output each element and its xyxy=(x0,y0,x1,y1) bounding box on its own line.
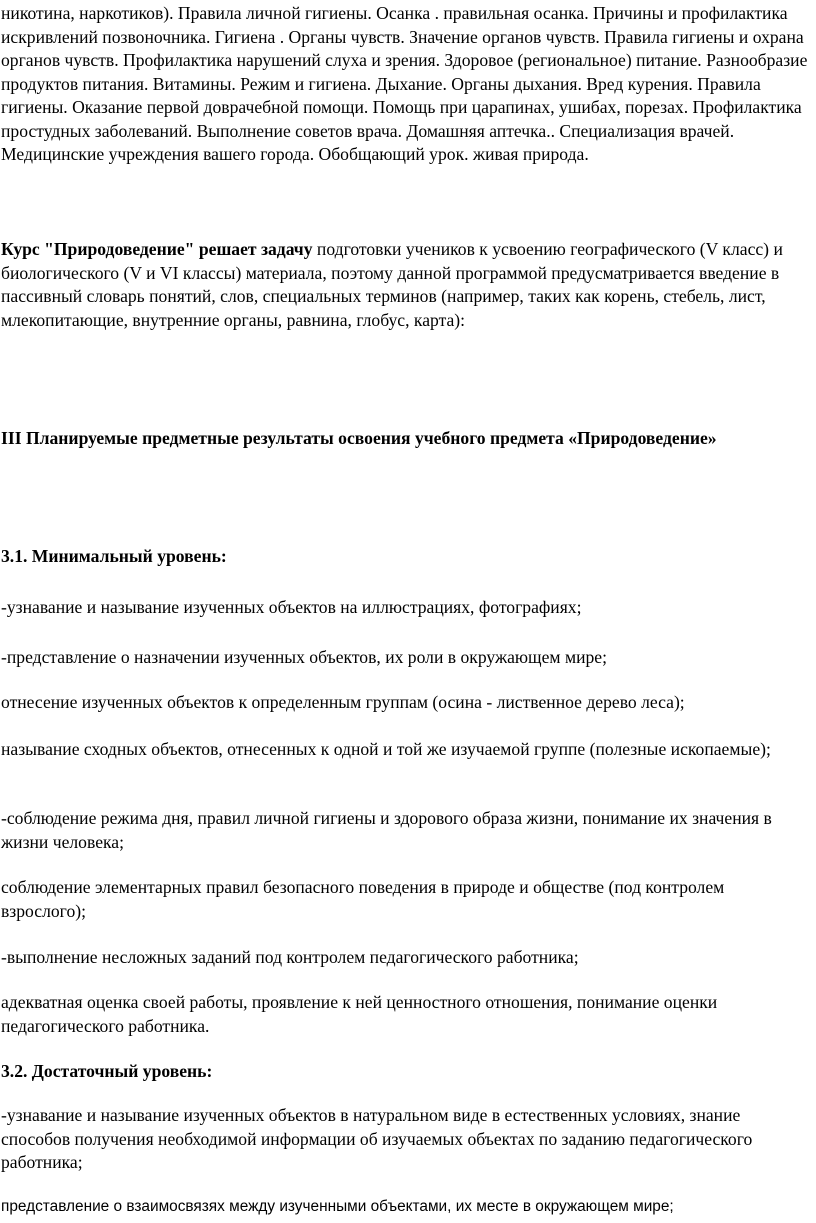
min-level-item: -узнавание и называние изученных объектов на иллюстрациях, фотографиях; xyxy=(1,597,582,617)
min-level-item: соблюдение элементарных правил безопасного поведения в природе и обществе (под контролем взрослого); xyxy=(1,877,725,921)
min-level-item: -выполнение несложных заданий под контролем педагогического работника; xyxy=(1,947,579,967)
min-level-item: адекватная оценка своей работы, проявление к ней ценностного отношения, понимание оценки педагогического работника. xyxy=(1,992,718,1036)
course-paragraph xyxy=(1,238,813,332)
min-level-item: -представление о назначении изученных объектов, их роли в окружающем мире; xyxy=(1,647,607,667)
min-level-title: 3.1. Минимальный уровень: xyxy=(1,546,227,566)
suff-level-item: представление о взаимосвязях между изученными объектами, их месте в окружающем мире; xyxy=(1,1198,674,1215)
intro-paragraph: никотина, наркотиков). Правила личной гигиены. Осанка . правильная осанка. Причины и профилактика искривлений позвоночника. Гигиена . Органы чувств. Значение органов чувств. Правила гигиены и охрана органов чувств. Профилактика нарушений слуха и зрения. Здоровое (региональное) питание. Разнообразие продуктов питания. Витамины. Режим и гигиена. Дыхание. Органы дыхания. Вред курения. Правила гигиены. Оказание первой доврачебной помощи. Помощь при царапинах, ушибах, порезах. Профилактика простудных заболеваний. Выполнение советов врача. Домашняя аптечка.. Специализация врачей. Медицинские учреждения вашего города. Обобщающий урок. живая природа. xyxy=(1,3,808,164)
suff-level-title: 3.2. Достаточный уровень: xyxy=(1,1061,213,1081)
min-level-item: называние сходных объектов, отнесенных к одной и той же изучаемой группе (полезные ископаемые); xyxy=(1,739,771,759)
suff-level-item: -узнавание и называние изученных объектов в натуральном виде в естественных условиях, знание способов получения необходимой информации об изучаемых объектах по заданию педагогического работника; xyxy=(1,1105,753,1172)
min-level-item: отнесение изученных объектов к определенным группам (осина - лиственное дерево леса); xyxy=(1,692,685,712)
course-paragraph-text: подготовки учеников к усвоению географического (V класс) и биологического (V и VI классы) материала, поэтому данной программой предусматривается введение в пассивный словарь понятий, слов, специальных терминов (например, таких как корень, стебель, лист, млекопитающие, внутренние органы, равнина, глобус, карта): xyxy=(1,239,783,330)
course-paragraph-bold: Курс "Природоведение" решает задачу xyxy=(1,239,313,259)
section-title: III Планируемые предметные результаты освоения учебного предмета «Природоведение» xyxy=(1,428,717,448)
min-level-item: -соблюдение режима дня, правил личной гигиены и здорового образа жизни, понимание их значения в жизни человека; xyxy=(1,808,772,852)
